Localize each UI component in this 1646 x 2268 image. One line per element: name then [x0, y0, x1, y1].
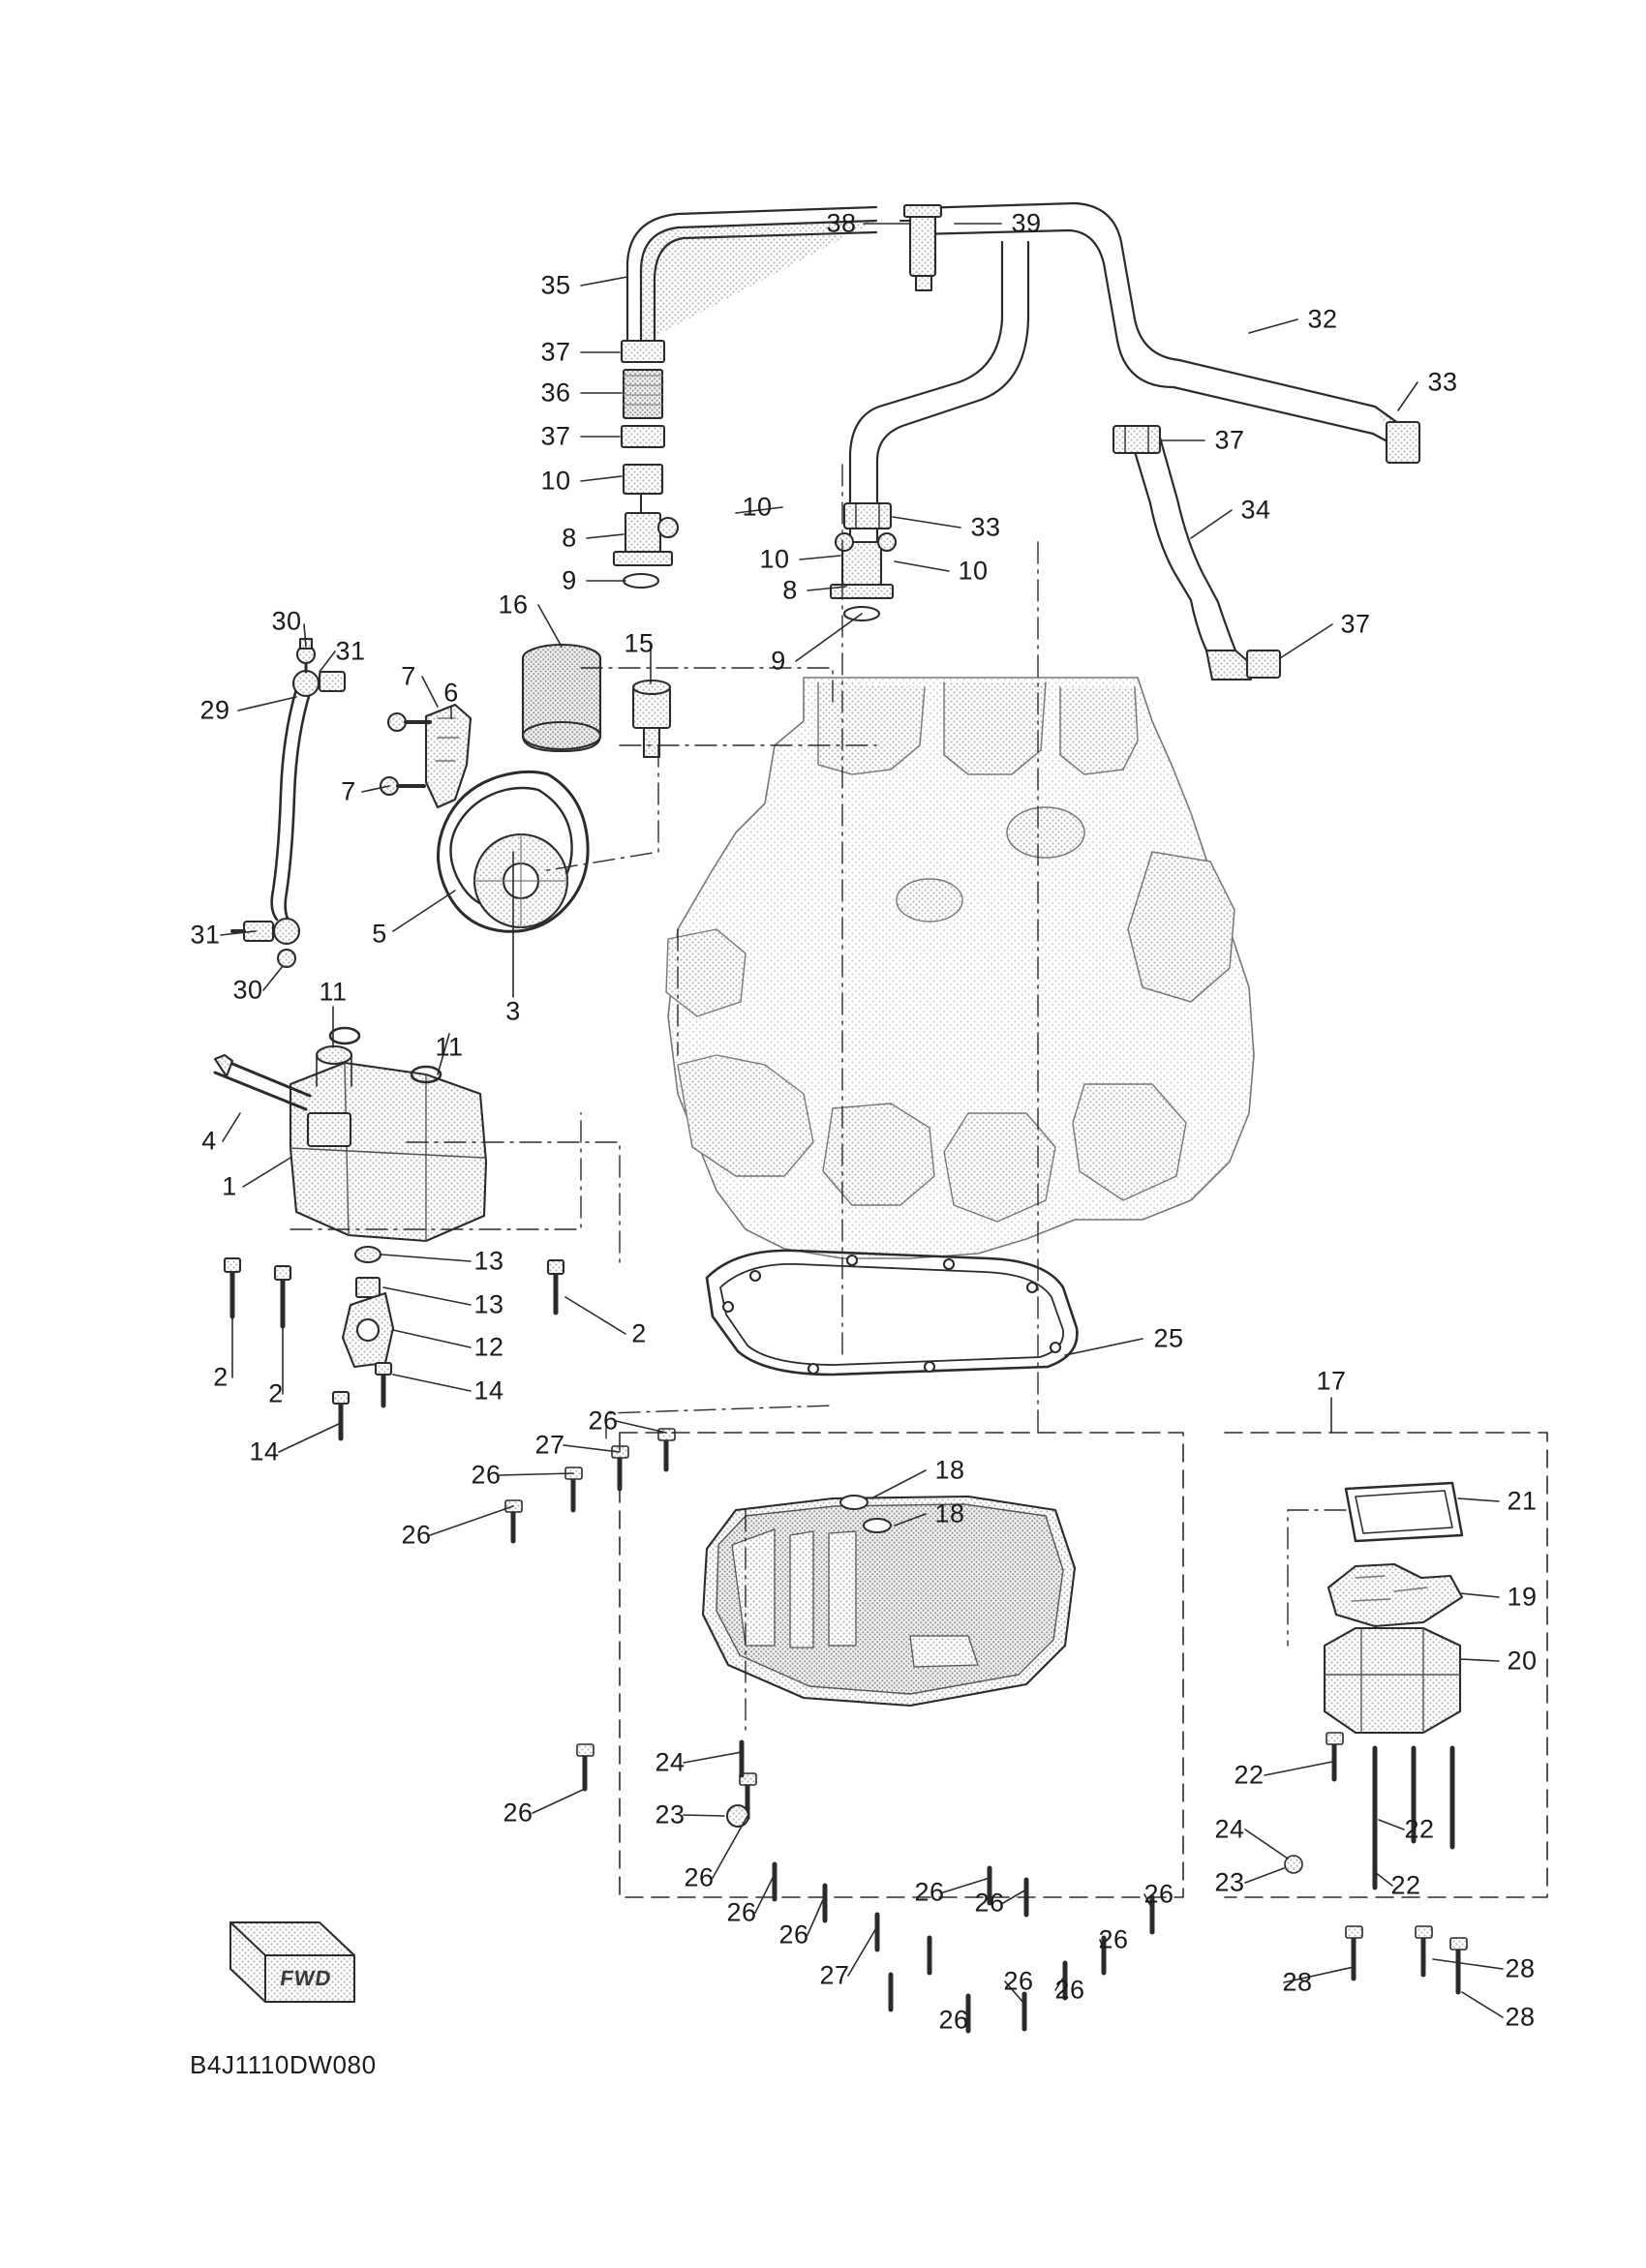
oil-pipe-29 [272, 689, 310, 923]
fwd-label: FWD [278, 1966, 334, 1990]
callout-32: 32 [1307, 304, 1338, 334]
callout-31: 31 [335, 636, 366, 666]
clamp-37-right [1113, 426, 1160, 453]
clamp-33-right [1387, 422, 1419, 463]
breather-hose-34 [1133, 438, 1251, 680]
callout-37: 37 [540, 337, 571, 367]
callout-26: 26 [938, 2005, 969, 2035]
callout-26: 26 [914, 1877, 945, 1907]
callout-10: 10 [958, 556, 989, 586]
bolt-2-b [275, 1266, 290, 1326]
callout-26: 26 [503, 1798, 533, 1828]
engine-block-silhouette [666, 678, 1254, 1258]
callout-18: 18 [934, 1498, 965, 1528]
callout-26: 26 [588, 1406, 619, 1436]
callout-11: 11 [319, 977, 348, 1007]
callout-13: 13 [473, 1289, 504, 1319]
callout-9: 9 [562, 565, 577, 595]
callout-26: 26 [401, 1520, 432, 1550]
callout-22: 22 [1390, 1870, 1421, 1900]
banjo-fitting-31-bottom [232, 919, 299, 944]
bolt-7-upper [388, 713, 430, 731]
relief-valve-13-a [355, 1247, 381, 1262]
fitting-39 [904, 205, 941, 290]
callout-4: 4 [201, 1126, 217, 1156]
callout-28: 28 [1505, 1953, 1536, 1983]
callout-28: 28 [1505, 2002, 1536, 2032]
union-8-mid [831, 533, 896, 620]
oil-strainer-body-20 [1325, 1628, 1460, 1733]
chain-guide-6 [426, 705, 471, 807]
relief-valve-12 [343, 1293, 393, 1367]
breather-hose-32-branch [850, 242, 1028, 542]
bolt-14-a [376, 1363, 391, 1406]
callout-22: 22 [1404, 1814, 1435, 1844]
callout-26: 26 [726, 1897, 757, 1927]
callout-2: 2 [268, 1378, 284, 1408]
clamp-37-top [622, 341, 664, 362]
callout-33: 33 [970, 512, 1001, 542]
callout-10: 10 [759, 544, 790, 574]
callout-10: 10 [540, 466, 571, 496]
callout-26: 26 [684, 1862, 715, 1892]
bolt-2-c [548, 1260, 564, 1313]
callout-7: 7 [341, 776, 356, 806]
callout-26: 26 [1003, 1966, 1034, 1996]
callout-25: 25 [1153, 1323, 1184, 1353]
callout-33: 33 [1427, 367, 1458, 397]
pipe-10-left [624, 465, 662, 494]
callout-8: 8 [562, 523, 577, 553]
clamp-37-lower [622, 426, 664, 447]
callout-11: 11 [435, 1032, 464, 1062]
callout-39: 39 [1011, 208, 1042, 238]
callout-1: 1 [222, 1171, 237, 1201]
callout-30: 30 [271, 606, 302, 636]
callout-34: 34 [1240, 495, 1271, 525]
oil-pan-17 [703, 1496, 1075, 1706]
callout-18: 18 [934, 1455, 965, 1485]
callout-38: 38 [826, 208, 857, 238]
strainer-bolts [1334, 1742, 1458, 1992]
callout-27: 27 [534, 1430, 565, 1460]
callout-2: 2 [213, 1362, 229, 1392]
part-code-label: B4J1110DW080 [190, 2050, 377, 2079]
callout-7: 7 [401, 661, 416, 691]
callout-5: 5 [372, 919, 387, 949]
callout-37: 37 [1340, 609, 1371, 639]
callout-26: 26 [778, 1920, 809, 1950]
callout-24: 24 [655, 1747, 686, 1777]
sprocket-3 [474, 834, 567, 927]
callout-8: 8 [782, 575, 798, 605]
oil-filter-16 [523, 645, 600, 751]
callout-6: 6 [443, 678, 459, 708]
callout-37: 37 [1214, 425, 1245, 455]
clamp-33-mid [844, 503, 891, 529]
oil-pump-assembly-1 [290, 1046, 486, 1241]
callout-37: 37 [540, 421, 571, 451]
callout-20: 20 [1507, 1646, 1538, 1676]
callout-28: 28 [1282, 1967, 1313, 1997]
callout-15: 15 [624, 628, 655, 658]
callout-14: 14 [473, 1376, 504, 1406]
callout-26: 26 [974, 1888, 1005, 1918]
callout-12: 12 [473, 1332, 504, 1362]
union-8-left [614, 494, 678, 588]
oring-11-a [330, 1028, 359, 1043]
callout-19: 19 [1507, 1582, 1538, 1612]
relief-valve-13-b [356, 1278, 380, 1297]
callout-26: 26 [471, 1460, 502, 1490]
callout-26: 26 [1098, 1924, 1129, 1954]
callout-13: 13 [473, 1246, 504, 1276]
oil-strainer-19 [1328, 1564, 1462, 1626]
callout-23: 23 [1214, 1867, 1245, 1897]
callout-17: 17 [1316, 1366, 1347, 1396]
callout-24: 24 [1214, 1814, 1245, 1844]
callout-21: 21 [1507, 1486, 1538, 1516]
callout-31: 31 [190, 920, 221, 950]
hose-36 [624, 370, 662, 418]
callout-35: 35 [540, 270, 571, 300]
drain-washer-23-left [727, 1805, 748, 1827]
callout-10: 10 [742, 492, 773, 522]
callout-29: 29 [199, 695, 230, 725]
callout-14: 14 [249, 1436, 280, 1467]
callout-9: 9 [771, 646, 786, 676]
callout-26: 26 [1143, 1879, 1174, 1909]
callout-23: 23 [655, 1799, 686, 1830]
callout-16: 16 [498, 590, 529, 620]
oil-strainer-gasket-21 [1346, 1483, 1462, 1541]
callout-2: 2 [631, 1318, 647, 1348]
oil-pan-gasket-25 [707, 1251, 1077, 1375]
callout-30: 30 [232, 975, 263, 1005]
callout-27: 27 [819, 1960, 850, 1990]
callout-22: 22 [1234, 1760, 1265, 1790]
bolt-30-bottom [278, 950, 295, 967]
callout-26: 26 [1054, 1975, 1085, 2005]
callout-36: 36 [540, 378, 571, 408]
bolt-2-a [225, 1258, 240, 1316]
bolt-14-b [333, 1392, 349, 1438]
clamp-37-bottom-right [1247, 650, 1280, 678]
callout-3: 3 [505, 996, 521, 1026]
